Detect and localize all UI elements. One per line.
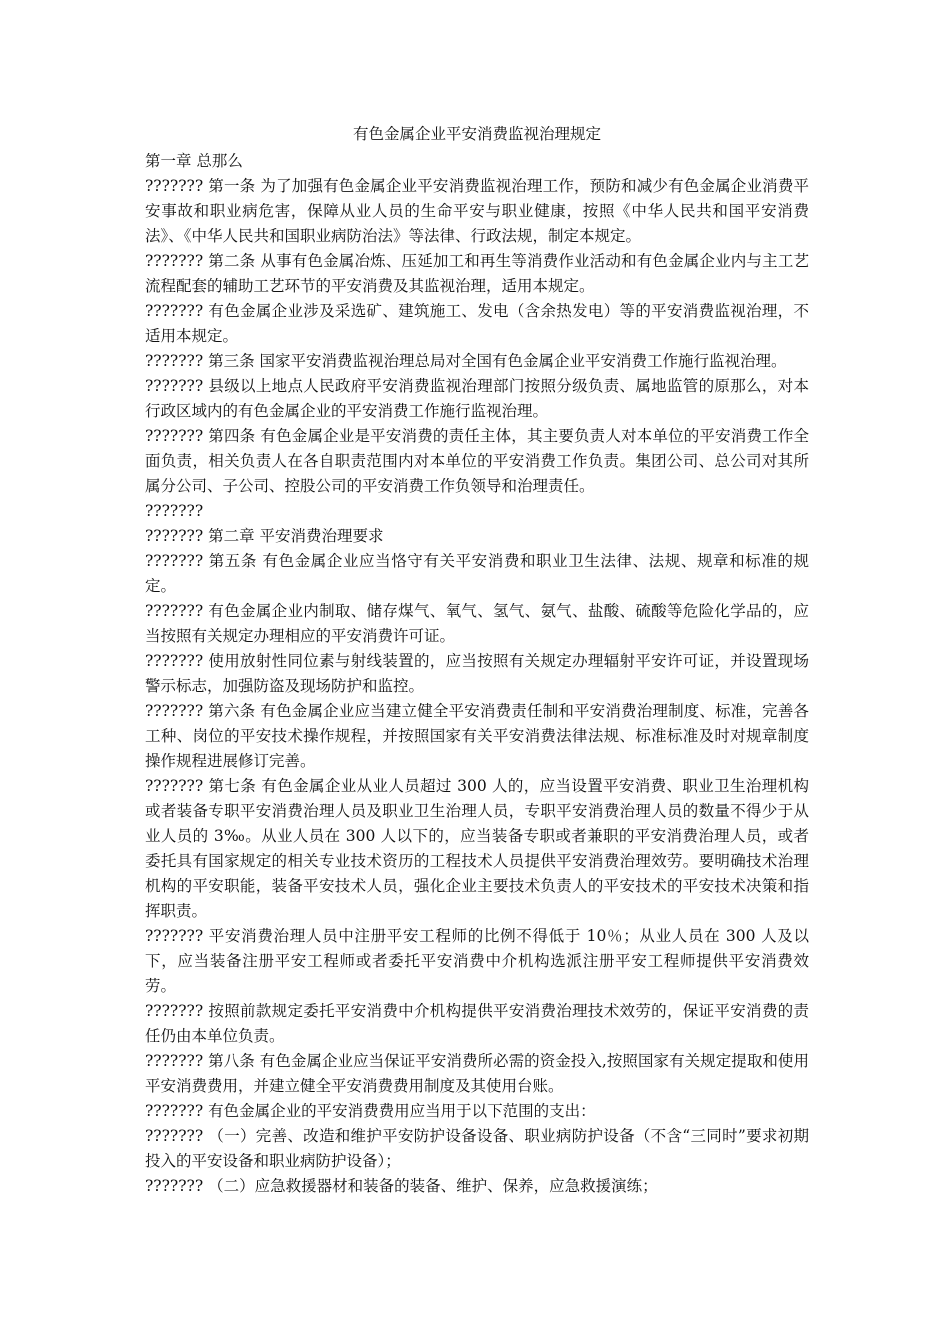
paragraph: 第一章 总那么 — [145, 152, 243, 170]
paragraph: ??????? （二）应急救援器材和装备的装备、维护、保养，应急救援演练； — [145, 1177, 658, 1195]
paragraph: ??????? 平安消费治理人员中注册平安工程师的比例不得低于 10％；从业人员在 300 人及以下，应当装备注册平安工程师或者委托平安消费中介机构选派注册平安工程师提供平安消费效劳。 — [145, 927, 809, 995]
paragraph: ??????? 有色金属企业涉及采选矿、建筑施工、发电（含余热发电）等的平安消费监视治理，不适用本规定。 — [145, 302, 809, 345]
paragraph: ??????? 第二章 平安消费治理要求 — [145, 527, 384, 545]
document-page — [145, 122, 809, 1199]
paragraph: ??????? 第五条 有色金属企业应当恪守有关平安消费和职业卫生法律、法规、规章和标准的规定。 — [145, 552, 809, 595]
paragraph: ??????? 第一条 为了加强有色金属企业平安消费监视治理工作，预防和减少有色金属企业消费平安事故和职业病危害，保障从业人员的生命平安与职业健康，按照《中华人民共和国平安消费法》、《中华人民共和国职业病防治法》等法律、行政法规，制定本规定。 — [145, 177, 809, 245]
paragraph: ??????? 有色金属企业内制取、储存煤气、氧气、氢气、氨气、盐酸、硫酸等危险化学品的，应当按照有关规定办理相应的平安消费许可证。 — [145, 602, 809, 645]
document-title: 有色金属企业平安消费监视治理规定 — [352, 125, 601, 143]
paragraph: ??????? 第七条 有色金属企业从业人员超过 300 人的，应当设置平安消费、职业卫生治理机构或者装备专职平安消费治理人员及职业卫生治理人员，专职平安消费治理人员的数量不得少于从业人员的 3‰。从业人员在 300 人以下的，应当装备专职或者兼职的平安消费治理人员，或者委托具有国家规定的相关专业技术资历的工程技术人员提供平安消费治理效劳。要明确技术治理机构的平安职能，装备平安技术人员，强化企业主要技术负责人的平安技术的平安技术决策和指挥职责。 — [145, 777, 809, 920]
paragraph: ??????? 县级以上地点人民政府平安消费监视治理部门按照分级负责、属地监管的原那么，对本行政区域内的有色金属企业的平安消费工作施行监视治理。 — [145, 377, 809, 420]
paragraph: ??????? 第四条 有色金属企业是平安消费的责任主体，其主要负责人对本单位的平安消费工作全面负责，相关负责人在各自职责范围内对本单位的平安消费工作负责。集团公司、总公司对其所属分公司、子公司、控股公司的平安消费工作负领导和治理责任。 — [145, 427, 809, 495]
paragraph: ??????? 按照前款规定委托平安消费中介机构提供平安消费治理技术效劳的，保证平安消费的责任仍由本单位负责。 — [145, 1002, 809, 1045]
paragraph: ??????? 使用放射性同位素与射线装置的，应当按照有关规定办理辐射平安许可证，并设置现场警示标志，加强防盗及现场防护和监控。 — [145, 652, 809, 695]
paragraph: ??????? 第三条 国家平安消费监视治理总局对全国有色金属企业平安消费工作施行监视治理。 — [145, 352, 787, 370]
paragraph: ??????? （一）完善、改造和维护平安防护设备设备、职业病防护设备（不含“三同时”要求初期投入的平安设备和职业病防护设备）； — [145, 1127, 809, 1170]
paragraph: ??????? 第六条 有色金属企业应当建立健全平安消费责任制和平安消费治理制度、标准，完善各工种、岗位的平安技术操作规程，并按照国家有关平安消费法律法规、标准标准及时对规章制度操作规程进展修订完善。 — [145, 702, 809, 770]
paragraph: ??????? 第二条 从事有色金属冶炼、压延加工和再生等消费作业活动和有色金属企业内与主工艺流程配套的辅助工艺环节的平安消费及其监视治理，适用本规定。 — [145, 252, 809, 295]
paragraph: ??????? 第八条 有色金属企业应当保证平安消费所必需的资金投入,按照国家有关规定提取和使用平安消费费用，并建立健全平安消费费用制度及其使用台账。 — [145, 1052, 809, 1095]
document-body — [145, 149, 809, 1199]
paragraph: ??????? — [145, 502, 204, 520]
paragraph: ??????? 有色金属企业的平安消费费用应当用于以下范围的支出： — [145, 1102, 596, 1120]
